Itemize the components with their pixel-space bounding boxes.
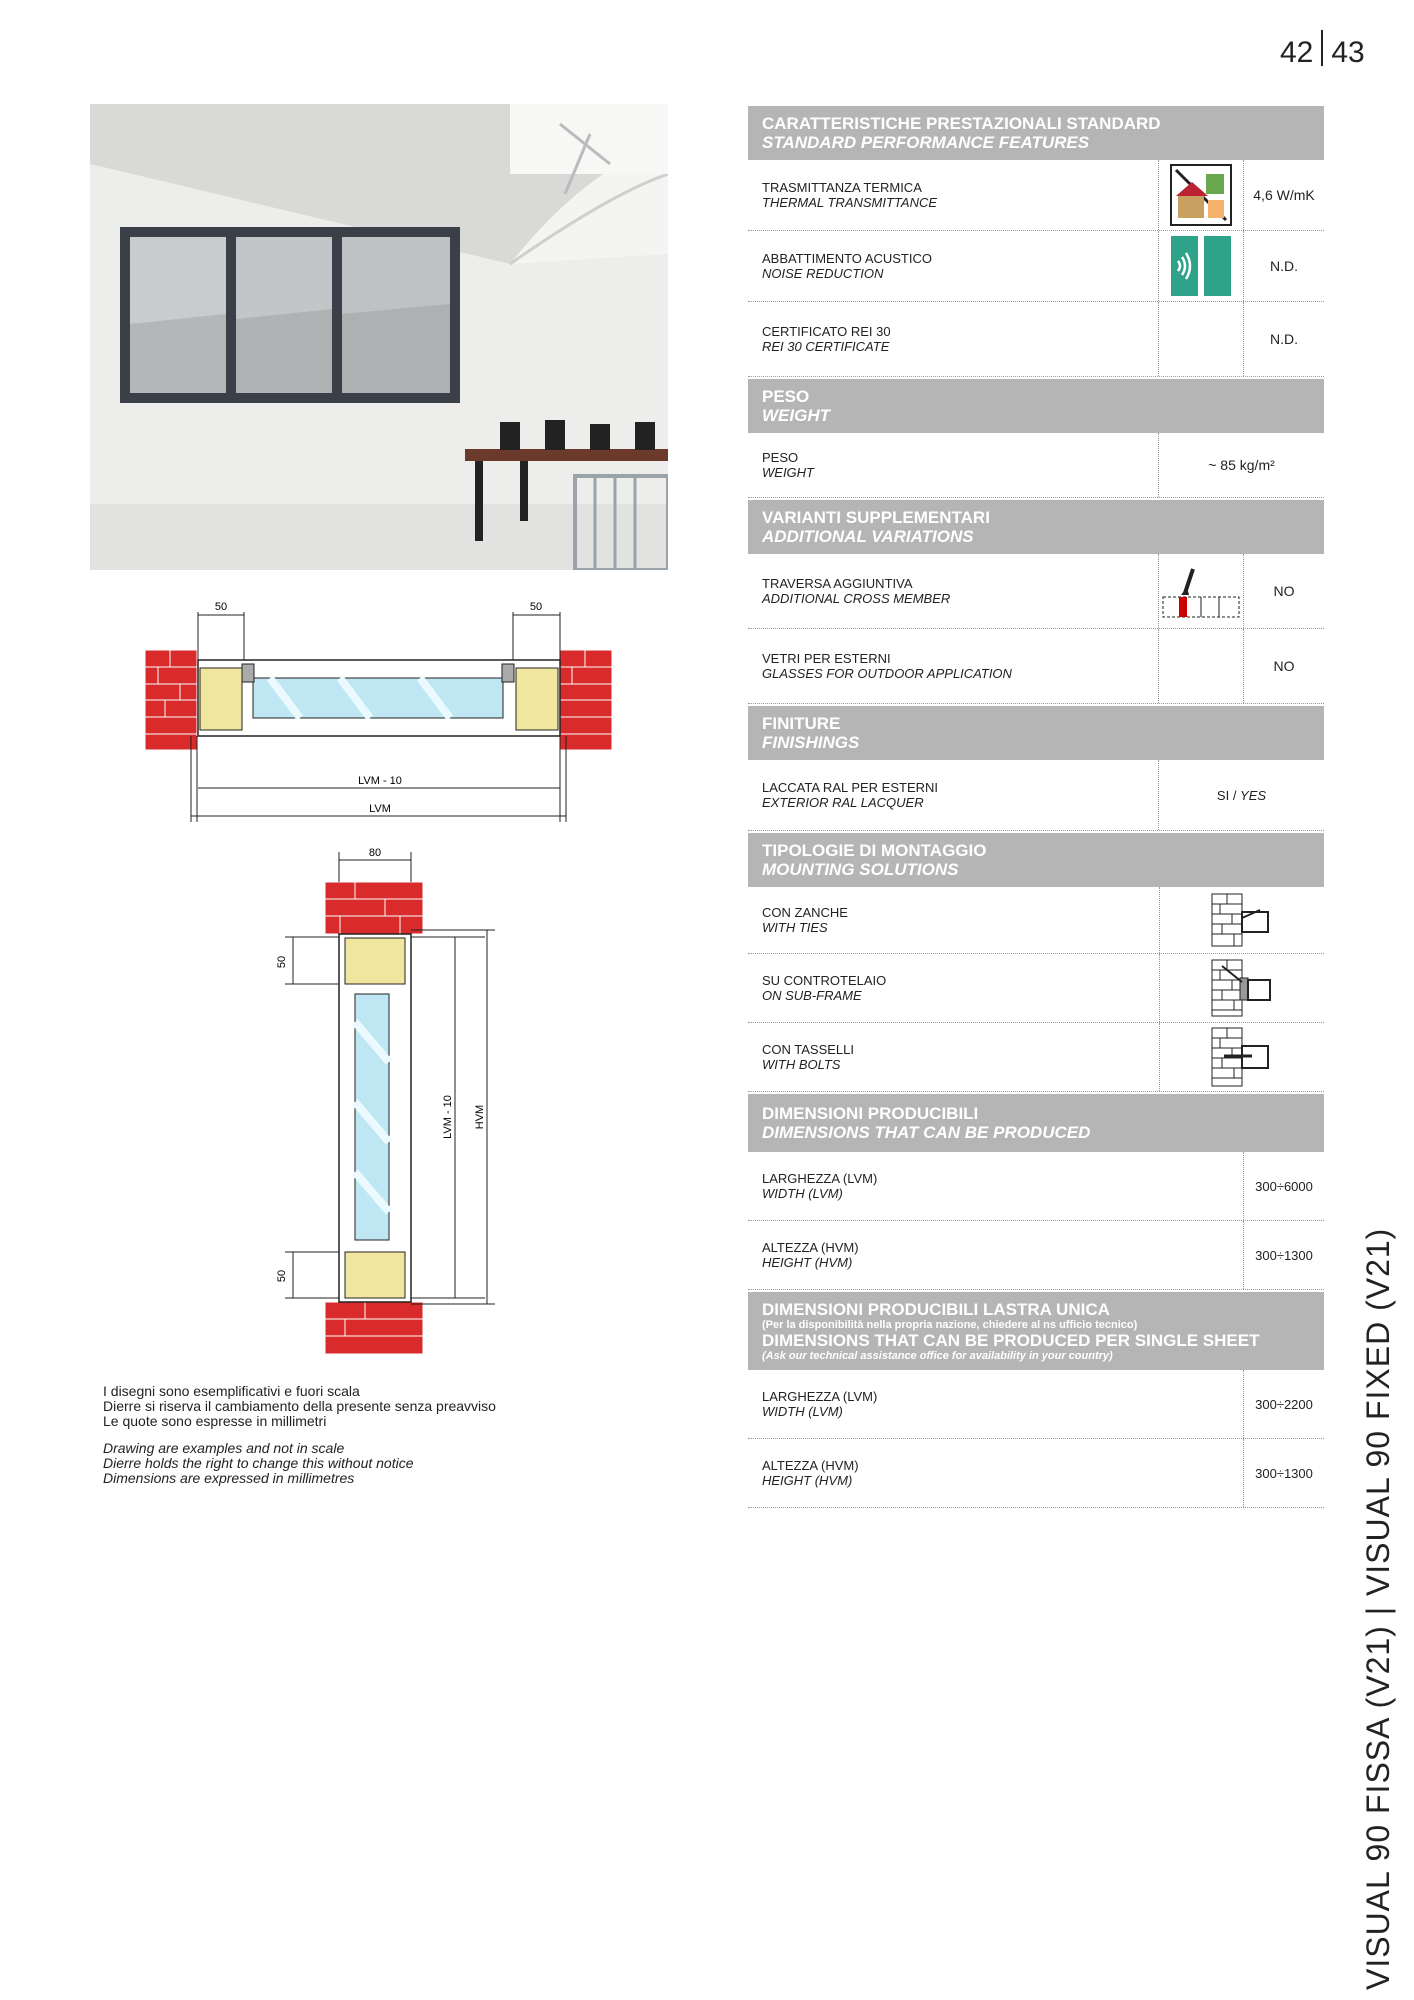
row-value xyxy=(1158,760,1324,830)
section-note-en: (Ask our technical assistance office for availability in your country) xyxy=(762,1350,1113,1362)
section-note-it: (Per la disponibilità nella propria nazione, chiedere al ns ufficio tecnico) xyxy=(762,1319,1138,1331)
drawing-notes xyxy=(103,1384,496,1486)
row-value: NO xyxy=(1243,629,1324,703)
horizontal-section-svg xyxy=(140,592,620,822)
section-title-it: DIMENSIONI PRODUCIBILI xyxy=(762,1104,979,1123)
cross-member-icon xyxy=(1158,554,1243,628)
notes-it xyxy=(103,1384,496,1429)
row-label-it: VETRI PER ESTERNI xyxy=(762,651,891,666)
section-header-performance xyxy=(748,106,1324,160)
section-title-en: DIMENSIONS THAT CAN BE PRODUCED xyxy=(762,1123,1091,1142)
row-label-it: LARGHEZZA (LVM) xyxy=(762,1171,878,1186)
row-label-en: ADDITIONAL CROSS MEMBER xyxy=(762,591,951,606)
spec-row-thermal xyxy=(748,160,1324,231)
note-line: Dierre holds the right to change this without notice xyxy=(103,1455,414,1471)
brick-wall-bottom xyxy=(325,1302,423,1354)
dim-right-label: 50 xyxy=(529,601,543,613)
row-label-en: GLASSES FOR OUTDOOR APPLICATION xyxy=(762,666,1012,681)
section-header-finishings xyxy=(748,706,1324,760)
spec-row-sheet-height xyxy=(748,1439,1324,1508)
spec-row-ties xyxy=(748,887,1324,954)
row-label-it: ALTEZZA (HVM) xyxy=(762,1240,859,1255)
section-header-variations xyxy=(748,500,1324,554)
dim-upper-label: 50 xyxy=(276,955,288,969)
section-title-en: STANDARD PERFORMANCE FEATURES xyxy=(762,133,1090,152)
row-label-en: ON SUB-FRAME xyxy=(762,988,862,1003)
row-label-it: TRASMITTANZA TERMICA xyxy=(762,180,922,195)
row-value: 300÷6000 xyxy=(1243,1152,1324,1220)
notes-en xyxy=(103,1441,496,1486)
row-label-en: REI 30 CERTIFICATE xyxy=(762,339,890,354)
section-title-it: VARIANTI SUPPLEMENTARI xyxy=(762,508,990,527)
row-label-it: ABBATTIMENTO ACUSTICO xyxy=(762,251,932,266)
section-title-it: DIMENSIONI PRODUCIBILI LASTRA UNICA xyxy=(762,1300,1110,1319)
section-title-en: FINISHINGS xyxy=(762,733,860,752)
vertical-section-drawing xyxy=(255,842,515,1362)
note-line: Drawing are examples and not in scale xyxy=(103,1440,345,1456)
note-line: I disegni sono esemplificativi e fuori scala xyxy=(103,1383,360,1399)
product-photo xyxy=(90,104,668,570)
row-value: 4,6 W/mK xyxy=(1243,160,1324,230)
row-label-en: WITH TIES xyxy=(762,920,828,935)
row-value: 300÷1300 xyxy=(1243,1439,1324,1507)
row-label-it: TRAVERSA AGGIUNTIVA xyxy=(762,576,913,591)
dim-lower-label: 50 xyxy=(276,1269,288,1283)
row-label-en: THERMAL TRANSMITTANCE xyxy=(762,195,938,210)
row-label-it: PESO xyxy=(762,450,799,465)
section-header-weight xyxy=(748,379,1324,433)
dim-outer-label: LVM xyxy=(369,803,391,815)
section-header-single-sheet xyxy=(748,1292,1324,1370)
section-title-en: DIMENSIONS THAT CAN BE PRODUCED PER SINGLE SHEET xyxy=(762,1331,1260,1350)
row-value: N.D. xyxy=(1243,302,1324,376)
section-title-it: PESO xyxy=(762,387,810,406)
row-label-en: HEIGHT (HVM) xyxy=(762,1255,853,1270)
ties-mounting-icon xyxy=(1159,887,1324,953)
row-label-it: CON TASSELLI xyxy=(762,1042,854,1057)
dim-outer-v-label: HVM xyxy=(474,1104,486,1130)
dim-inner-label: LVM - 10 xyxy=(358,775,402,787)
row-value: 300÷2200 xyxy=(1243,1370,1324,1438)
row-label-en: NOISE REDUCTION xyxy=(762,266,884,281)
section-header-dimensions xyxy=(748,1094,1324,1152)
spec-row-width xyxy=(748,1152,1324,1221)
row-label-it: LARGHEZZA (LVM) xyxy=(762,1389,878,1404)
vertical-section-svg xyxy=(255,842,515,1362)
section-header-mounting xyxy=(748,833,1324,887)
page-number-left: 42 xyxy=(1280,36,1314,69)
section-title-en: WEIGHT xyxy=(762,406,830,425)
note-line: Le quote sono espresse in millimetri xyxy=(103,1413,327,1429)
row-label-en: WEIGHT xyxy=(762,465,814,480)
bolts-mounting-icon xyxy=(1159,1023,1324,1091)
subframe-mounting-icon xyxy=(1159,954,1324,1022)
section-title-en: ADDITIONAL VARIATIONS xyxy=(762,527,974,546)
spec-row-outdoor-glass xyxy=(748,629,1324,704)
section-title-en: MOUNTING SOLUTIONS xyxy=(762,860,959,879)
spec-row-weight xyxy=(748,433,1324,498)
spec-table xyxy=(748,104,1324,1508)
side-title: VISUAL 90 FISSA (V21) | VISUAL 90 FIXED (V21) xyxy=(1360,1227,1396,1990)
section-title-it: CARATTERISTICHE PRESTAZIONALI STANDARD xyxy=(762,114,1161,133)
row-value: NO xyxy=(1243,554,1324,628)
brick-wall-left xyxy=(145,650,197,750)
spec-row-cross-member xyxy=(748,554,1324,629)
dim-top-label: 80 xyxy=(368,847,382,859)
dim-inner-v-label: LVM - 10 xyxy=(442,1095,454,1139)
page-number-divider xyxy=(1321,30,1323,66)
horizontal-section-drawing xyxy=(140,592,620,822)
row-value: N.D. xyxy=(1243,231,1324,301)
page-numbers xyxy=(1280,30,1365,70)
brick-wall-right xyxy=(560,650,612,750)
section-title-it: FINITURE xyxy=(762,714,841,733)
row-label-en: WIDTH (LVM) xyxy=(762,1186,843,1201)
note-line: Dimensions are expressed in millimetres xyxy=(103,1470,355,1486)
row-label-it: CON ZANCHE xyxy=(762,905,848,920)
row-label-it: CERTIFICATO REI 30 xyxy=(762,324,891,339)
room-illustration xyxy=(90,104,668,570)
page-number-right: 43 xyxy=(1331,36,1365,69)
row-label-en: WITH BOLTS xyxy=(762,1057,841,1072)
row-label-en: WIDTH (LVM) xyxy=(762,1404,843,1419)
note-line: Dierre si riserva il cambiamento della presente senza preavviso xyxy=(103,1398,496,1414)
empty-icon-cell xyxy=(1158,302,1243,376)
row-value: 300÷1300 xyxy=(1243,1221,1324,1289)
value-en: YES xyxy=(1240,787,1267,803)
row-label-it: LACCATA RAL PER ESTERNI xyxy=(762,780,939,795)
spec-row-height xyxy=(748,1221,1324,1290)
spec-row-bolts xyxy=(748,1023,1324,1092)
noise-reduction-icon xyxy=(1158,231,1243,301)
spec-row-subframe xyxy=(748,954,1324,1023)
row-label-it: SU CONTROTELAIO xyxy=(762,973,887,988)
empty-icon-cell xyxy=(1158,629,1243,703)
row-value: ~ 85 kg/m² xyxy=(1158,433,1324,497)
value-it: SI / xyxy=(1216,787,1241,803)
row-label-en: HEIGHT (HVM) xyxy=(762,1473,853,1488)
brick-wall-top xyxy=(325,882,423,934)
spec-row-sheet-width xyxy=(748,1370,1324,1439)
row-label-it: ALTEZZA (HVM) xyxy=(762,1458,859,1473)
spec-row-lacquer xyxy=(748,760,1324,831)
spec-row-noise xyxy=(748,231,1324,302)
spec-row-rei xyxy=(748,302,1324,377)
dim-left-label: 50 xyxy=(214,601,228,613)
thermal-icon xyxy=(1158,160,1243,230)
section-title-it: TIPOLOGIE DI MONTAGGIO xyxy=(762,841,987,860)
row-label-en: EXTERIOR RAL LACQUER xyxy=(762,795,924,810)
